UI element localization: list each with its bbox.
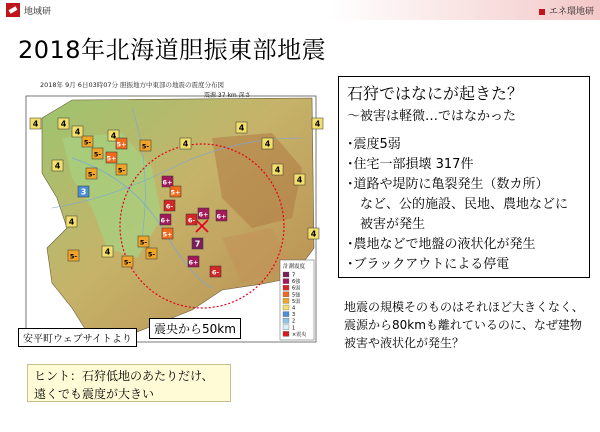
intensity-marker-label: 5+ xyxy=(106,154,117,163)
intensity-marker-label: 5- xyxy=(139,238,148,247)
legend-label: 5弱 xyxy=(292,298,301,305)
intensity-marker-label: 5- xyxy=(117,166,126,175)
intensity-marker-label: 5- xyxy=(141,142,150,151)
intensity-marker-label: 5- xyxy=(69,252,78,261)
intensity-marker-label: 4 xyxy=(182,139,189,149)
intensity-marker-label: 4 xyxy=(238,123,245,133)
legend-label: 1 xyxy=(292,325,296,332)
distance-label: 震央から50km xyxy=(149,318,241,339)
intensity-marker-label: 4 xyxy=(74,127,81,137)
legend-swatch xyxy=(283,318,289,323)
intensity-marker-label: 5- xyxy=(83,138,92,147)
intensity-marker-label: 5- xyxy=(123,258,132,267)
intensity-marker-label: 5- xyxy=(87,170,96,179)
intensity-marker-label: 6- xyxy=(211,268,220,277)
bullet-item: 被害が発生 xyxy=(347,217,426,232)
legend-swatch xyxy=(283,325,289,330)
bullet-item: ･震度5弱 xyxy=(347,137,401,152)
bullet-item: ･住宅一部損壊 317件 xyxy=(347,157,474,172)
intensity-marker-label: 6+ xyxy=(160,216,171,225)
intensity-marker-label: 4 xyxy=(54,161,61,171)
map-source-caption: 安平町ウェブサイトより xyxy=(18,328,137,347)
intensity-marker-label: 4 xyxy=(60,119,67,129)
map-header-text: 2018年 9月 6日03時07分 胆振地方中東部の地震の震度分布図 xyxy=(40,81,225,89)
intensity-marker-label: 4 xyxy=(264,139,271,149)
org-name: 地域研 xyxy=(24,7,52,17)
intensity-marker-label: 6+ xyxy=(198,210,209,219)
map-legend xyxy=(280,260,314,340)
intensity-marker-label: 6- xyxy=(165,202,174,211)
slide-title: 2018年北海道胆振東部地震 xyxy=(18,36,327,64)
intensity-marker-label: 5- xyxy=(93,150,102,159)
legend-swatch xyxy=(283,298,289,303)
legend-label: 6強 xyxy=(292,279,301,286)
info-subtitle: ～被害は軽微…ではなかった xyxy=(347,109,517,124)
info-bullet-list xyxy=(347,135,587,275)
intensity-marker-label: 4 xyxy=(310,229,317,239)
intensity-marker-label: 6+ xyxy=(216,212,227,221)
intensity-marker-label: 5+ xyxy=(162,230,173,239)
legend-label: 2 xyxy=(292,318,296,325)
intensity-marker-label: 5+ xyxy=(116,140,127,149)
legend-label: 6弱 xyxy=(292,285,301,292)
intensity-marker-label: 5+ xyxy=(170,188,181,197)
intensity-marker-label: 6+ xyxy=(162,178,173,187)
legend-title: 計測震度 xyxy=(283,264,306,270)
bullet-item: ･ブラックアウトによる停電 xyxy=(347,257,510,272)
legend-swatch xyxy=(283,305,289,310)
intensity-marker-label: 4 xyxy=(296,175,303,185)
map-info-text: 震源 37 km 深さ xyxy=(204,92,251,99)
hint-box: ヒント：石狩低地のあたりだけ、遠くでも震度が大きい xyxy=(27,364,231,402)
seismic-intensity-map xyxy=(12,78,330,348)
question-text: 地震の規模そのものはそれほど大きくなく、震源から80kmも離れているのに、なぜ建物被害や液状化が発生？ xyxy=(344,300,584,350)
bullet-item: など、公的施設、民地、農地などに xyxy=(347,197,569,212)
header-right-label: エネ環地研 xyxy=(539,4,594,17)
info-title: 石狩ではなにが起きた？ xyxy=(347,84,524,103)
legend-swatch xyxy=(283,292,289,297)
intensity-marker-label: 4 xyxy=(110,131,117,141)
bullet-item: ･農地などで地盤の液状化が発生 xyxy=(347,237,536,252)
intensity-marker-label: 4 xyxy=(68,217,75,227)
intensity-marker-label: 6- xyxy=(187,216,196,225)
legend-label: 7 xyxy=(292,272,296,279)
legend-swatch xyxy=(283,312,289,317)
intensity-marker-label: 6+ xyxy=(188,258,199,267)
legend-label: 5強 xyxy=(292,292,301,299)
logo-icon xyxy=(6,3,20,17)
intensity-marker-label: 3 xyxy=(80,187,87,197)
intensity-marker-label: 4 xyxy=(314,119,321,129)
legend-swatch xyxy=(283,272,289,277)
bullet-item: ･道路や堤防に亀裂発生（数カ所） xyxy=(347,177,549,192)
legend-label: ×震央 xyxy=(292,331,307,338)
info-box xyxy=(338,76,590,278)
intensity-marker-label: 4 xyxy=(274,165,281,175)
legend-label: 3 xyxy=(292,312,296,319)
intensity-marker-label: 4 xyxy=(104,247,111,257)
intensity-marker-label: 5- xyxy=(147,250,156,259)
header-bar xyxy=(0,0,600,20)
legend-label: 4 xyxy=(292,305,296,312)
legend-swatch xyxy=(283,285,289,290)
intensity-marker-label: 4 xyxy=(32,119,39,129)
legend-swatch xyxy=(283,331,289,336)
intensity-marker-label: 7 xyxy=(194,239,201,249)
legend-swatch xyxy=(283,279,289,284)
